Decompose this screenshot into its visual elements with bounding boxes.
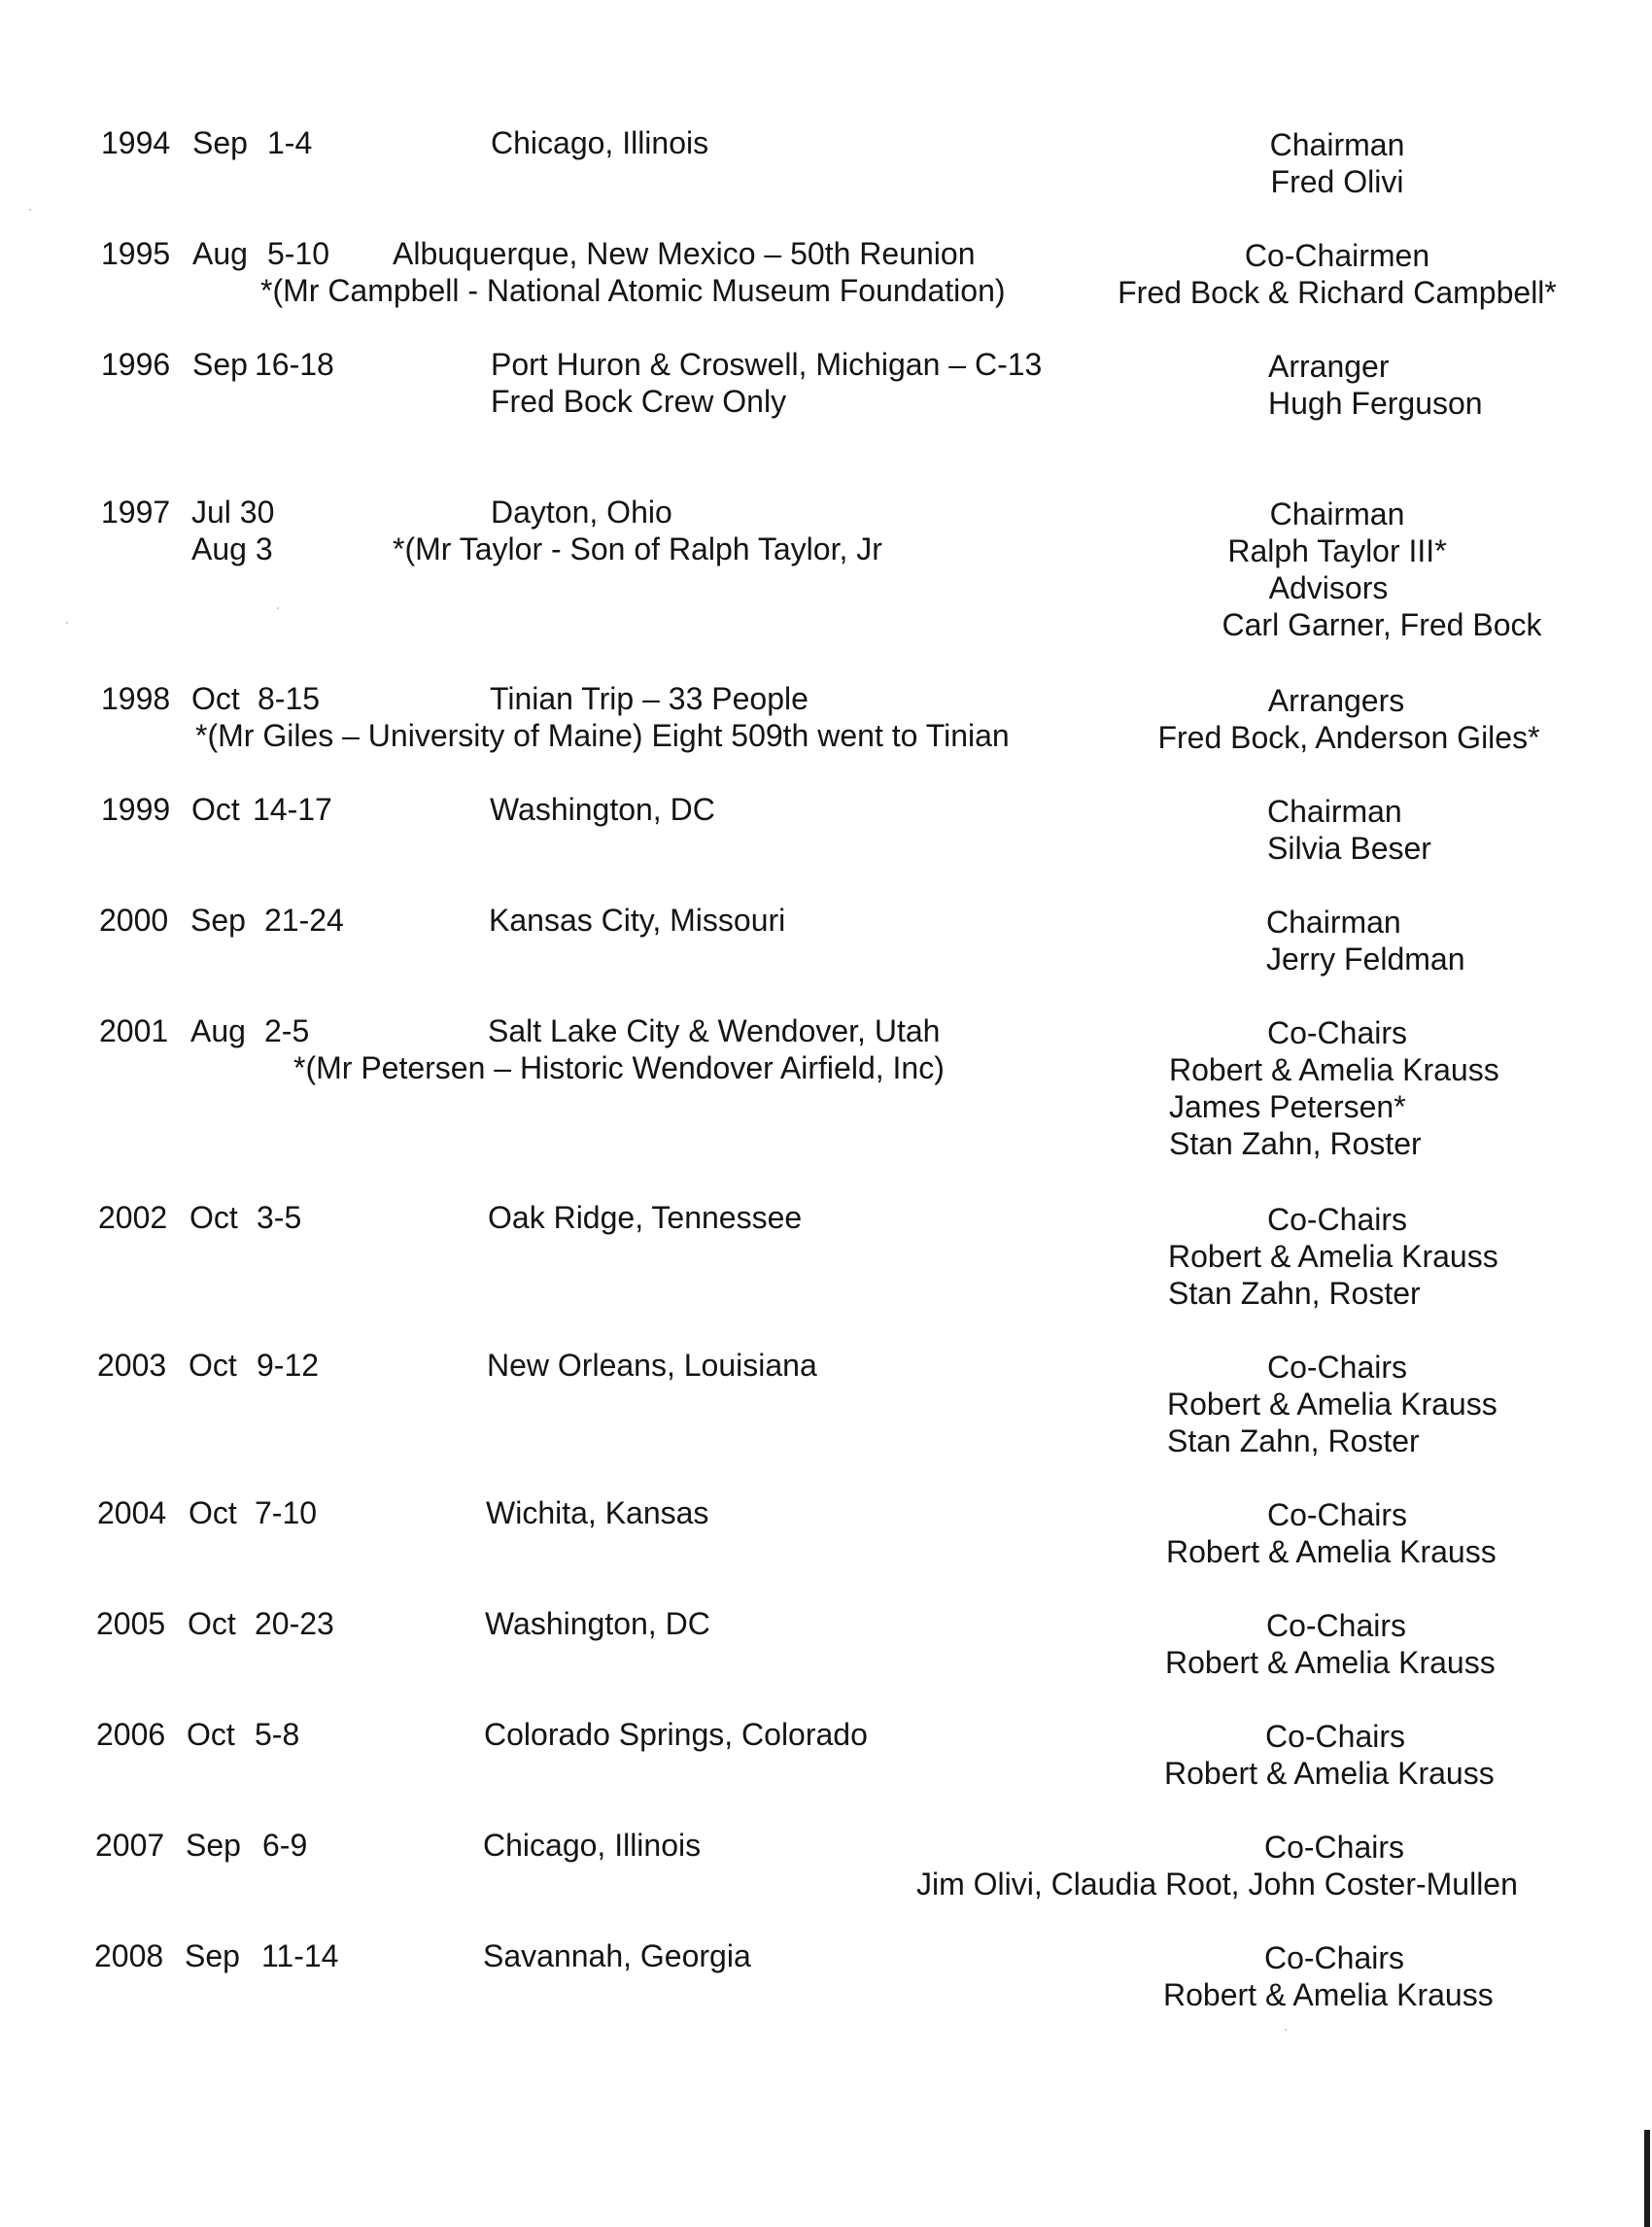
entry-role: Co-Chairs — [1263, 1940, 1405, 1975]
entry-date-days: 5-10 — [267, 236, 330, 271]
entry-date-days: 7-10 — [255, 1495, 318, 1530]
entry-role: Co-Chairs — [1264, 1719, 1406, 1754]
entry-note: *(Mr Campbell - National Atomic Museum Foundation) — [260, 273, 1006, 308]
entry-people-2: James Petersen* — [1169, 1089, 1406, 1124]
entry-people: Fred Olivi — [1270, 164, 1404, 199]
entry-role: Co-Chairs — [1266, 1202, 1408, 1237]
entry-location: Colorado Springs, Colorado — [484, 1717, 868, 1752]
entry-year: 1995 — [101, 236, 171, 271]
entry-year: 2007 — [95, 1828, 165, 1863]
scan-speck — [66, 622, 68, 624]
entry-people: Robert & Amelia Krauss — [1165, 1645, 1496, 1680]
entry-role: Chairman — [1266, 905, 1401, 940]
entry-date-month: Oct — [189, 1348, 237, 1383]
scan-edge-mark — [1644, 2130, 1650, 2227]
entry-date-month: Sep — [185, 1938, 240, 1973]
entry-location: Port Huron & Croswell, Michigan – C-13 — [491, 347, 1043, 382]
entry-date-days: 16-18 — [255, 347, 334, 382]
entry-year: 1998 — [101, 681, 171, 716]
entry-people: Robert & Amelia Krauss — [1169, 1052, 1499, 1087]
entry-date-days: 11-14 — [261, 1938, 339, 1973]
entry-year: 2002 — [98, 1200, 168, 1235]
entry-year: 2001 — [99, 1013, 169, 1048]
entry-role-2: Advisors — [1268, 570, 1389, 605]
entry-people-2: Stan Zahn, Roster — [1167, 1423, 1420, 1458]
entry-date-days: 9-12 — [257, 1348, 320, 1383]
entry-year: 2003 — [97, 1348, 167, 1383]
entry-role: Co-Chairs — [1263, 1830, 1405, 1865]
entry-people: Robert & Amelia Krauss — [1166, 1534, 1497, 1569]
entry-location: Chicago, Illinois — [483, 1828, 702, 1863]
entry-date-month: Aug — [190, 1013, 246, 1048]
entry-location: Washington, DC — [490, 792, 715, 827]
entry-people: Ralph Taylor III* — [1227, 533, 1447, 568]
entry-date-days: 5-8 — [255, 1717, 300, 1752]
entry-people-3: Stan Zahn, Roster — [1169, 1126, 1422, 1161]
entry-location: Dayton, Ohio — [491, 495, 672, 530]
entry-people: Silvia Beser — [1267, 831, 1431, 866]
entry-date-month: Sep — [192, 125, 248, 160]
entry-date-month: Oct — [187, 1717, 235, 1752]
entry-people: Jerry Feldman — [1266, 942, 1465, 976]
entry-people: Fred Bock & Richard Campbell* — [1118, 275, 1557, 310]
entry-people: Jim Olivi, Claudia Root, John Coster-Mullen — [916, 1867, 1518, 1902]
entry-date-days: 1-4 — [267, 125, 313, 160]
entry-year: 1996 — [101, 347, 171, 382]
entry-date-month: Oct — [189, 1495, 237, 1530]
entry-role: Chairman — [1269, 127, 1405, 162]
entry-date-month: Oct — [188, 1606, 236, 1641]
entry-location: Kansas City, Missouri — [489, 903, 786, 938]
entry-year: 1997 — [101, 495, 171, 530]
entry-location: Washington, DC — [485, 1606, 710, 1641]
entry-date-days: 8-15 — [258, 681, 321, 716]
entry-role: Co-Chairs — [1265, 1608, 1407, 1643]
entry-date-days: 3-5 — [257, 1200, 302, 1235]
entry-people-2: Stan Zahn, Roster — [1168, 1276, 1421, 1311]
entry-location: Oak Ridge, Tennessee — [488, 1200, 803, 1235]
entry-role: Co-Chairs — [1266, 1350, 1408, 1385]
entry-date-month: Sep — [192, 347, 248, 382]
entry-year: 2005 — [96, 1606, 166, 1641]
entry-date-days: 20-23 — [255, 1606, 334, 1641]
entry-people: Robert & Amelia Krauss — [1164, 1756, 1495, 1791]
entry-year: 2004 — [97, 1495, 167, 1530]
entry-location: Salt Lake City & Wendover, Utah — [488, 1013, 941, 1048]
entry-date-days: 6-9 — [262, 1828, 308, 1863]
entry-people: Robert & Amelia Krauss — [1168, 1239, 1498, 1274]
entry-date-month: Aug — [192, 236, 248, 271]
entry-date-end: Aug 3 — [191, 531, 273, 566]
entry-date-days: 21-24 — [264, 903, 344, 938]
entry-people: Hugh Ferguson — [1268, 386, 1483, 421]
scan-speck — [1285, 2029, 1287, 2031]
entry-role: Arrangers — [1267, 683, 1405, 718]
entry-location: Tinian Trip – 33 People — [490, 681, 809, 716]
entry-people: Fred Bock, Anderson Giles* — [1157, 720, 1540, 755]
entry-date-days: 14-17 — [253, 792, 332, 827]
entry-year: 1999 — [101, 792, 171, 827]
entry-location: Albuquerque, New Mexico – 50th Reunion — [393, 236, 976, 271]
entry-location: Wichita, Kansas — [486, 1495, 709, 1530]
entry-year: 2000 — [99, 903, 169, 938]
entry-date-month: Oct — [191, 681, 240, 716]
entry-date-days: 2-5 — [264, 1013, 310, 1048]
entry-people: Robert & Amelia Krauss — [1167, 1387, 1497, 1422]
entry-role: Co-Chairs — [1266, 1015, 1408, 1050]
entry-date-month: Oct — [189, 1200, 238, 1235]
entry-date-month: Sep — [190, 903, 246, 938]
entry-date-month: Oct — [191, 792, 240, 827]
entry-date-start: Jul 30 — [191, 495, 275, 530]
entry-people: Robert & Amelia Krauss — [1163, 1977, 1494, 2012]
entry-role: Chairman — [1269, 497, 1405, 531]
entry-location: New Orleans, Louisiana — [487, 1348, 817, 1383]
entry-note: *(Mr Petersen – Historic Wendover Airfield, Inc) — [293, 1050, 945, 1085]
entry-date-month: Sep — [186, 1828, 241, 1863]
entry-role: Co-Chairs — [1266, 1497, 1408, 1532]
entry-people-2: Carl Garner, Fred Bock — [1222, 607, 1542, 642]
entry-year: 1994 — [101, 125, 171, 160]
entry-year: 2008 — [94, 1938, 164, 1973]
entry-role: Chairman — [1267, 794, 1402, 829]
entry-year: 2006 — [96, 1717, 166, 1752]
entry-role: Co-Chairmen — [1244, 238, 1430, 273]
entry-location-line2: Fred Bock Crew Only — [491, 384, 787, 419]
entry-note: *(Mr Giles – University of Maine) Eight 509th went to Tinian — [195, 718, 1010, 753]
entry-location: Chicago, Illinois — [491, 125, 709, 160]
entry-location: Savannah, Georgia — [483, 1938, 751, 1973]
scan-speck — [277, 607, 279, 609]
entry-role: Arranger — [1268, 349, 1390, 384]
entry-note: *(Mr Taylor - Son of Ralph Taylor, Jr — [393, 531, 882, 566]
scan-speck — [29, 209, 31, 211]
